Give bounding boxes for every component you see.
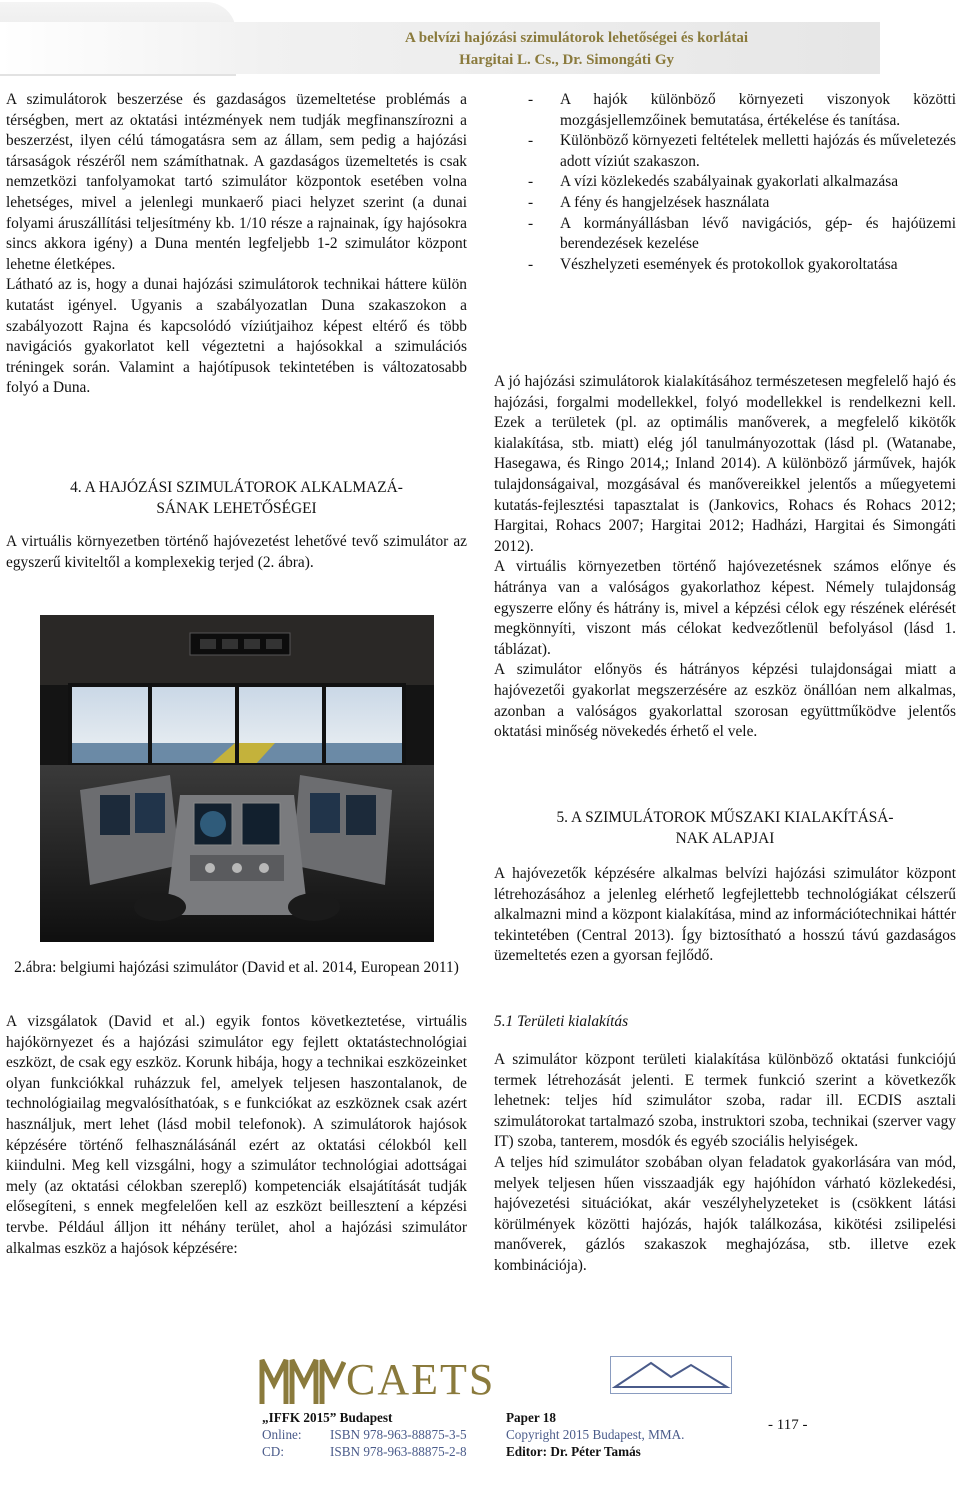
- list-item: - A vízi közlekedés szabályainak gyakorlati alkalmazása: [528, 173, 899, 191]
- paragraph: A szimulátor központ területi kialakítása különböző oktatási funkciójú termek létrehozását jelenti. E termek funkció szerint a következők lehetnek: teljes híd szimulátor szoba, radar ill. ECDIS asztali szimulátorokat tartalmazó szoba, instruktori szoba, technikai (szerver vagy IT) szoba, tanterem, mosdók és egyéb szociális helyiségek.: [494, 1051, 956, 1151]
- section-4-title-line1: 4. A HAJÓZÁSI SZIMULÁTOROK ALKALMAZÁ-: [70, 479, 403, 496]
- conference-name: „IFFK 2015” Budapest: [262, 1410, 393, 1425]
- simulator-photo: [40, 615, 434, 942]
- section-5-intro: [494, 864, 956, 967]
- subsection-5-1-title: 5.1 Területi kialakítás: [494, 1013, 629, 1030]
- cd-label: CD:: [262, 1444, 284, 1459]
- list-item: - A hajók különböző környezeti viszonyok közötti mozgásjellemzőinek bemutatása, értékelése és tanítása.: [528, 91, 956, 129]
- paragraph: A szimulátorok beszerzése és gazdaságos üzemeltetése problémás a térségben, mert az oktatási intézmények nem tudják megfinanszírozni a beszerzést, ilyen célú támogatásra sem az állam, sem pedig a hajózási társaságok részéről nem számíthatnak. A gazdaságos üzemeltetés is csak nemzetközi tanfolyamokat tartó szimulátor központok esetében volna lehetséges, mivel a jelenlegi munkaerő piaci helyzet szerint (a dunai folyami áruszállítási teljesítmény kb. 1/10 része a rajnainak, így hajósokra sincs akkora igény) a Duna mentén legfeljebb 1-2 szimulátor központ lehetne életképes.: [6, 91, 467, 273]
- paragraph: A vizsgálatok (David et al.) egyik fontos következtetése, virtuális hajókörnyezet és a hajózási szimulátor egy fejlett oktatástechnológiai eszközt, de csak egy eszköz. Korunk hibája, hogy a technikai eszközeinket olyan funkciókkal ruházzuk fel, amelyek teljesen haszontalanok, de technológiailag megvalósíthatóak, s e funkciókat az eszköznek csak azért használjuk, mert lehet (lásd mobil telefonok). A szimulátorok hajósok képzésére történő felhasználásánál ezért az oktatási célokból kell kiindulni. Meg kell vizsgálni, hogy a szimulátor technológiai adottságai mely (az oktatási célokban szereplő) kompetenciák elsajátítását tudják elősegíteni, s ennek megfelelően kell az eszközt beillesztení a képzési tervbe. Például álljon itt néhány terület, ahol a hajózási szimulátor alkalmas eszköz a hajósok képzésére:: [6, 1013, 467, 1257]
- section-5-title-line2: NAK ALAPJAI: [675, 829, 775, 847]
- left-column-top: [6, 90, 467, 399]
- cd-isbn: ISBN 978-963-88875-2-8: [330, 1444, 467, 1459]
- iffk-logo-graphic: [611, 1357, 731, 1393]
- competency-list: [494, 90, 956, 275]
- list-item: - Vészhelyzeti események és protokollok gyakoroltatása: [528, 255, 898, 273]
- caets-logo-text: CAETS: [346, 1355, 496, 1404]
- section-4-title: [6, 478, 467, 519]
- caets-emblem-logo: [258, 1354, 346, 1406]
- right-column-bottom: [494, 1050, 956, 1277]
- online-isbn: ISBN 978-963-88875-3-5: [330, 1427, 467, 1442]
- running-title: A belvízi hajózási szimulátorok lehetőségei és korlátai: [404, 30, 748, 46]
- online-label: Online:: [262, 1427, 302, 1442]
- figure-caption: 2.ábra: belgiumi hajózási szimulátor (David et al. 2014, European 2011): [14, 959, 459, 976]
- paragraph: A teljes híd szimulátor szobában olyan feladatok gyakorlására van mód, melyek teljesen hűen visszaadják egy hajóhídon várható közlekedési, hajóvezetési situációkat, akár veszélyhelyzeteket is (csökkent látási körülmények közötti hajózás, hajók találkozása, kikötési zsilipelési manőverek, gázlós szakaszok meghajózása, stb. illetve ezek kombinációja).: [494, 1153, 956, 1274]
- paragraph: A hajóvezetők képzésére alkalmas belvízi hajózási szimulátor központ létrehozásához a jelenleg elérhető legfejlettebb technológiákat célszerű alkalmazni mind a központ kialakítása, mind az információtechnikai háttér tekintetében (Central 2013). Így biztosítható a hosszú távú gazdaságos üzemeltetés ezen a gyorsan fejlődő.: [494, 865, 956, 965]
- section-4-title-line2: SÁNAK LEHETŐSÉGEI: [156, 499, 317, 517]
- section-5-title: [494, 808, 956, 849]
- page-number: - 117 -: [768, 1417, 808, 1433]
- paper-number: Paper 18: [506, 1410, 556, 1425]
- paragraph: A jó hajózási szimulátorok kialakításához természetesen megfelelő hajó és hajózási, forgalmi modellekkel, folyó modellekkel is rendelkezni kell. Ezek a területek (pl. az optimális manőverek, a megfelelő kikötők kialakítása, stb. miatt) elég jól tanulmányozottak (lásd pl. (Watanabe, Hasegawa, és Ringo 2014,; Inland 2014). A különböző járművek, hajók tulajdonságaival, mozgásával és manővereikkel jelentős a műegyetemi kutatás-fejlesztési tapasztalat is (Jankovics, Rohacs és Rohacs 2012; Hargitai, Rohacs 2007; Hargitai 2012; Hadházi, Hargitai és Simongáti 2012).: [494, 373, 956, 555]
- simulator-photo-graphic: [40, 615, 434, 942]
- right-column-top: [494, 90, 956, 275]
- paragraph: A virtuális környezetben történő hajóvezetést lehetővé tevő szimulátor az egyszerű kiviteltől a komplexekig terjed (2. ábra).: [6, 533, 467, 571]
- list-item: - A fény és hangjelzések használata: [528, 193, 770, 211]
- right-column-middle: [494, 372, 956, 743]
- running-authors: Hargitai L. Cs., Dr. Simongáti Gy: [459, 52, 674, 68]
- editor: Editor: Dr. Péter Tamás: [506, 1444, 641, 1459]
- paragraph: A szimulátor előnyös és hátrányos képzési tulajdonságai miatt a hajóvezetői gyakorlat megszerzésére az eszköz önállóan nem alkalmas, azonban a valóságos gyakorlattal szorosan együttműködve jelentős oktatási minőség növekedés érhető el vele.: [494, 661, 956, 741]
- section-5-title-line1: 5. A SZIMULÁTOROK MŰSZAKI KIALAKÍTÁSÁ-: [556, 809, 894, 826]
- paragraph: Látható az is, hogy a dunai hajózási szimulátorok technikai háttere külön kutatást igényel. Ugyanis a szabályozatlan Duna szakaszokon a szabályozott Rajna és kapcsolódó víziútjaihoz képest eltérő és több navigációs gyakorlatot kell végeztetni a hajósokkal a szimulációs tréningek során. Valamint a hajótípusok tekintetében is változatosabb folyó a Duna.: [6, 276, 467, 397]
- paragraph: A virtuális környezetben történő hajóvezetésnek számos előnye és hátránya van a valóságos gyakorlathoz képest. Némely tulajdonság egyszerre előny és hátrány is, mivel a képzési célok egy részének elérését megkönnyíti, viszont más célokat kedvezőtlenül befolyásol (lásd 1. táblázat).: [494, 558, 956, 658]
- iffk-logo: [610, 1356, 732, 1394]
- list-item: - Különböző környezeti feltételek melletti hajózás és műveletezés adott víziút szakaszon.: [528, 132, 956, 170]
- section-4-intro: [6, 532, 467, 573]
- copyright: Copyright 2015 Budapest, MMA.: [506, 1427, 685, 1442]
- list-item: - A kormányállásban lévő navigációs, gép- és hajóüzemi berendezések kezelése: [528, 214, 956, 253]
- left-column-bottom: [6, 1012, 467, 1259]
